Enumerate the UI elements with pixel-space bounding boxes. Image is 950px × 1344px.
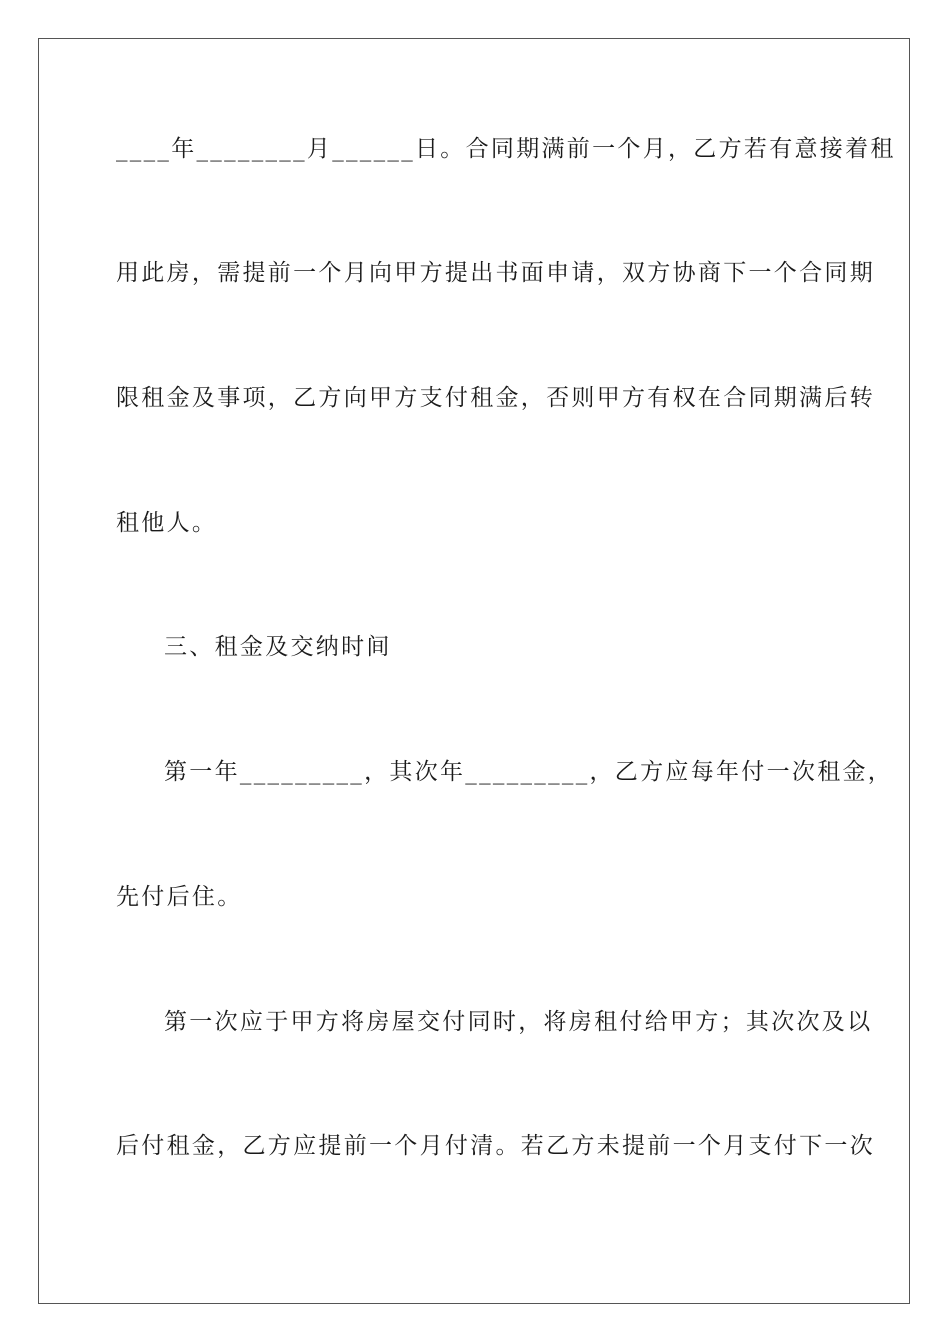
paragraph-line: 第一次应于甲方将房屋交付同时，将房租付给甲方；其次次及以 [164,1009,873,1035]
paragraph-line: 限租金及事项，乙方向甲方支付租金，否则甲方有权在合同期满后转 [116,385,875,411]
paragraph-line: 用此房，需提前一个月向甲方提出书面申请，双方协商下一个合同期 [116,260,875,286]
paragraph-line: 先付后住。 [116,884,243,910]
page-border [38,38,910,1304]
paragraph-line: 租他人。 [116,510,218,536]
paragraph-line: 后付租金，乙方应提前一个月付清。若乙方未提前一个月支付下一次 [116,1133,875,1159]
paragraph-line: 第一年_________，其次年_________，乙方应每年付一次租金， [164,759,894,785]
section-heading: 三、租金及交纳时间 [164,634,392,660]
paragraph-line: ____年________月______日。合同期满前一个月，乙方若有意接着租 [116,136,896,162]
